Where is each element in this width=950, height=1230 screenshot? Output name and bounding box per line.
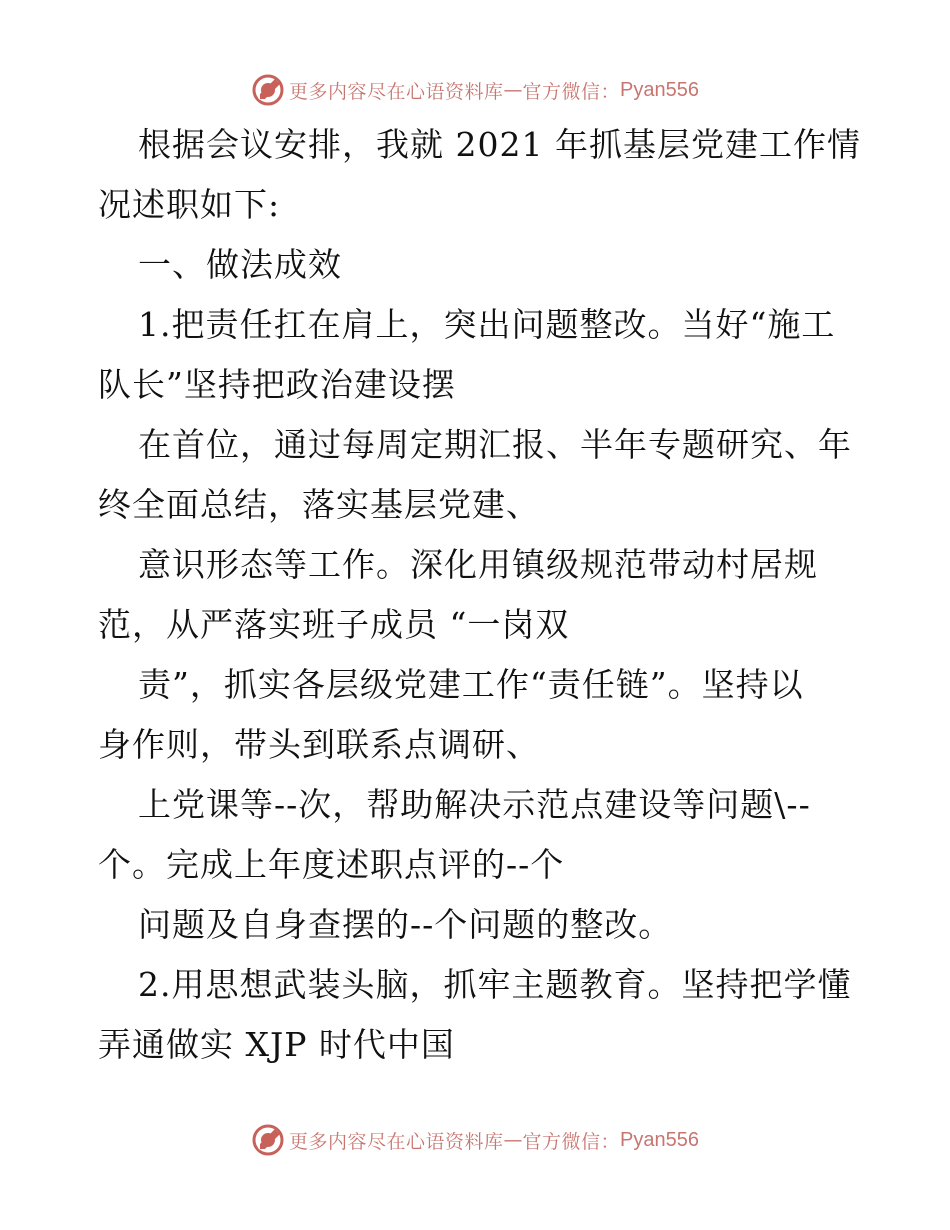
body-line: 根据会议安排，我就 2021 年抓基层党建工作情 (138, 125, 861, 164)
body-line: 终全面总结，落实基层党建、 (98, 485, 540, 524)
document-body (98, 115, 861, 1075)
header-banner (0, 70, 950, 110)
body-line: 意识形态等工作。深化用镇级规范带动村居规 (138, 545, 818, 584)
body-line: 况述职如下: (98, 185, 281, 224)
footer-text: 更多内容尽在心语资料库 (289, 1130, 504, 1153)
body-line: 1.把责任扛在肩上，突出问题整改。当好“施工 (138, 305, 836, 344)
body-line: 上党课等--次，帮助解决示范点建设等问题\-- (138, 785, 811, 824)
footer-banner (0, 1120, 950, 1160)
body-line: 身作则，带头到联系点调研、 (98, 725, 540, 764)
body-line: 个。完成上年度述职点评的--个 (98, 845, 565, 884)
footer-wechat-label: 官方微信： (522, 1130, 621, 1153)
header-dash: — (503, 79, 523, 101)
body-line: 在首位，通过每周定期汇报、半年专题研究、年 (138, 425, 852, 464)
footer-wechat-id: Pyan556 (620, 1128, 699, 1151)
section-heading: 一、做法成效 (138, 245, 342, 284)
header-text: 更多内容尽在心语资料库 (289, 80, 504, 103)
brand-logo-icon (251, 1123, 285, 1157)
footer-dash: — (503, 1129, 523, 1151)
body-line: 范，从严落实班子成员 “一岗双 (98, 605, 570, 644)
body-line: 问题及自身查摆的--个问题的整改。 (138, 905, 673, 944)
body-line: 队长”坚持把政治建设摆 (98, 365, 456, 404)
body-line: 2.用思想武装头脑，抓牢主题教育。坚持把学懂 (138, 965, 852, 1004)
header-wechat-id: Pyan556 (620, 78, 699, 101)
header-wechat-label: 官方微信： (522, 80, 621, 103)
body-line: 责”，抓实各层级党建工作“责任链”。坚持以 (138, 665, 804, 704)
brand-logo-icon (251, 73, 285, 107)
body-line: 弄通做实 XJP 时代中国 (98, 1025, 455, 1064)
